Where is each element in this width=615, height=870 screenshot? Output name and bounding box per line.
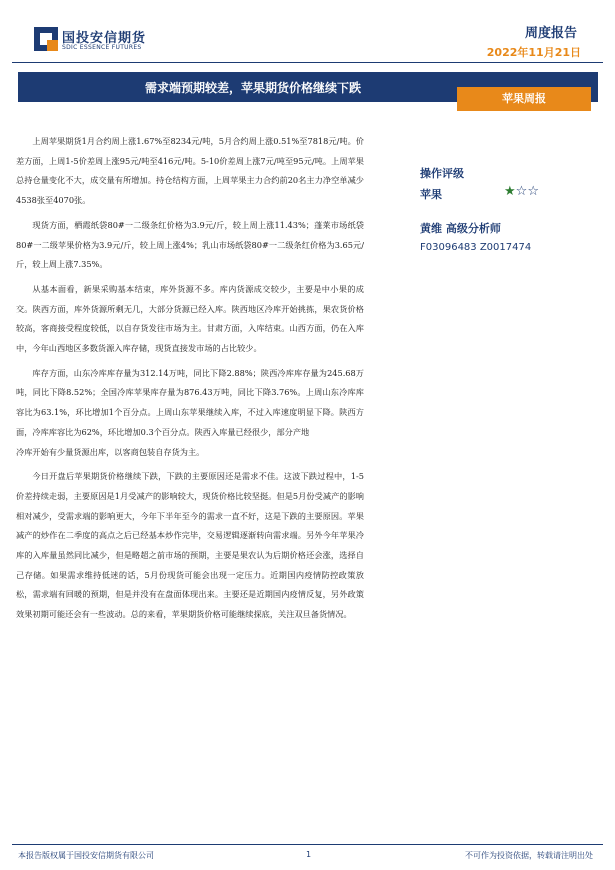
header-divider <box>12 62 603 63</box>
star-empty-icon: ☆ <box>527 184 539 199</box>
rating-sidebar <box>420 165 590 253</box>
rating-stars <box>504 184 539 199</box>
paragraph-fundamentals: 从基本面看，新果采购基本结束，库外货源不多。库内货源成交较少，主要是中小果的成交。陕西方面，库外货源所剩无几，大部分货源已经入库。陕西地区冷库开始挑拣，果农货价格较高，客商接受程度较低，以自存货发往市场为主。甘肃方面，入库结束。山西方面，仍在入库中，今年山西地区多数货源入库存储，现货直接发市场的占比较少。 <box>16 283 364 354</box>
page-number: 1 <box>306 850 312 859</box>
brand-name-en: SDIC ESSENCE FUTURES <box>62 44 142 51</box>
star-filled-icon: ★ <box>504 184 516 199</box>
rating-label: 操作评级 <box>420 167 464 180</box>
paragraph-inventory-cont: 冷库开始有少量货源出库，以客商包装自存货为主。 <box>16 446 205 457</box>
report-type: 周度报告 <box>524 26 577 41</box>
footer-copyright: 本报告版权属于国投安信期货有限公司 <box>18 851 154 860</box>
analyst-name: 黄维 高级分析师 <box>420 222 501 235</box>
footer-divider <box>12 844 603 845</box>
footer-disclaimer: 不可作为投资依据，转载请注明出处 <box>465 851 593 860</box>
brand-name-cn: 国投安信期货 <box>62 31 147 46</box>
rating-product: 苹果 <box>420 188 442 201</box>
paragraph-inventory: 库存方面，山东冷库库存量为312.14万吨，同比下降2.88%；陕西冷库库存量为245.68万吨，同比下降8.52%；全国冷库苹果库存量为876.43万吨，同比下降3.76%。上周山东冷库库容比为63.1%，环比增加1个百分点。上周山东苹果继续入库，不过入库速度明显下降。陕西方面，冷库库容比为62%，环比增加0.3个百分点。陕西入库量已经很少，部分产地 <box>16 367 364 437</box>
paragraph-outlook: 今日开盘后苹果期货价格继续下跌，下跌的主要原因还是需求不佳。这波下跌过程中，1-5价差持续走弱，主要原因是1月受减产的影响较大，现货价格比较坚挺。但是5月份受减产的影响相对减少，受需求端的影响更大，今年下半年至今的需求一直不好，这是下跌的主要原因。苹果减产的炒作在二季度的高点之后已经基本炒作完毕，交易逻辑逐渐转向需求端。另外今年苹果冷库的入库量虽然同比减少，但是略超之前市场的预期，主要是果农认为后期价格还会涨，选择自己存储。如果需求维持低迷的话，5月份现货可能会出现一定压力。近期国内疫情防控政策放松，需求端有回暖的预期，但是并没有在盘面体现出来。主要还是近期国内疫情反复，另外政策效果初期可能还会有一些波动。总的来看，苹果期货价格可能继续探底，关注双旦备货情况。 <box>16 471 364 620</box>
paragraph-spot: 现货方面，栖霞纸袋80#一二级条红价格为3.9元/斤，较上周上涨11.43%；蓬莱市场纸袋80#一二级苹果价格为3.9元/斤，较上周上涨4%；乳山市场纸袋80#一二级条红价格为3.65元/斤，较上周上涨7.35%。 <box>16 219 364 270</box>
company-logo <box>34 27 58 51</box>
report-title: 需求端预期较差，苹果期货价格继续下跌 <box>144 81 361 95</box>
rating-row <box>420 186 590 206</box>
analyst-cert: F03096483 Z0017474 <box>420 242 532 253</box>
paragraph-futures: 上周苹果期货1月合约周上涨1.67%至8234元/吨，5月合约周上涨0.51%至7818元/吨。价差方面，上周1-5价差周上涨95元/吨至416元/吨。5-10价差周上涨7元/吨至95元/吨。上周苹果总持仓量变化不大，成交量有所增加。持仓结构方面，上周苹果主力合约前20名主力净空单减少4538张至4070张。 <box>16 136 364 206</box>
report-body <box>16 132 364 630</box>
report-tag: 苹果周报 <box>457 87 591 111</box>
star-empty-icon: ☆ <box>515 184 528 199</box>
report-date: 2022年11月21日 <box>486 46 581 59</box>
